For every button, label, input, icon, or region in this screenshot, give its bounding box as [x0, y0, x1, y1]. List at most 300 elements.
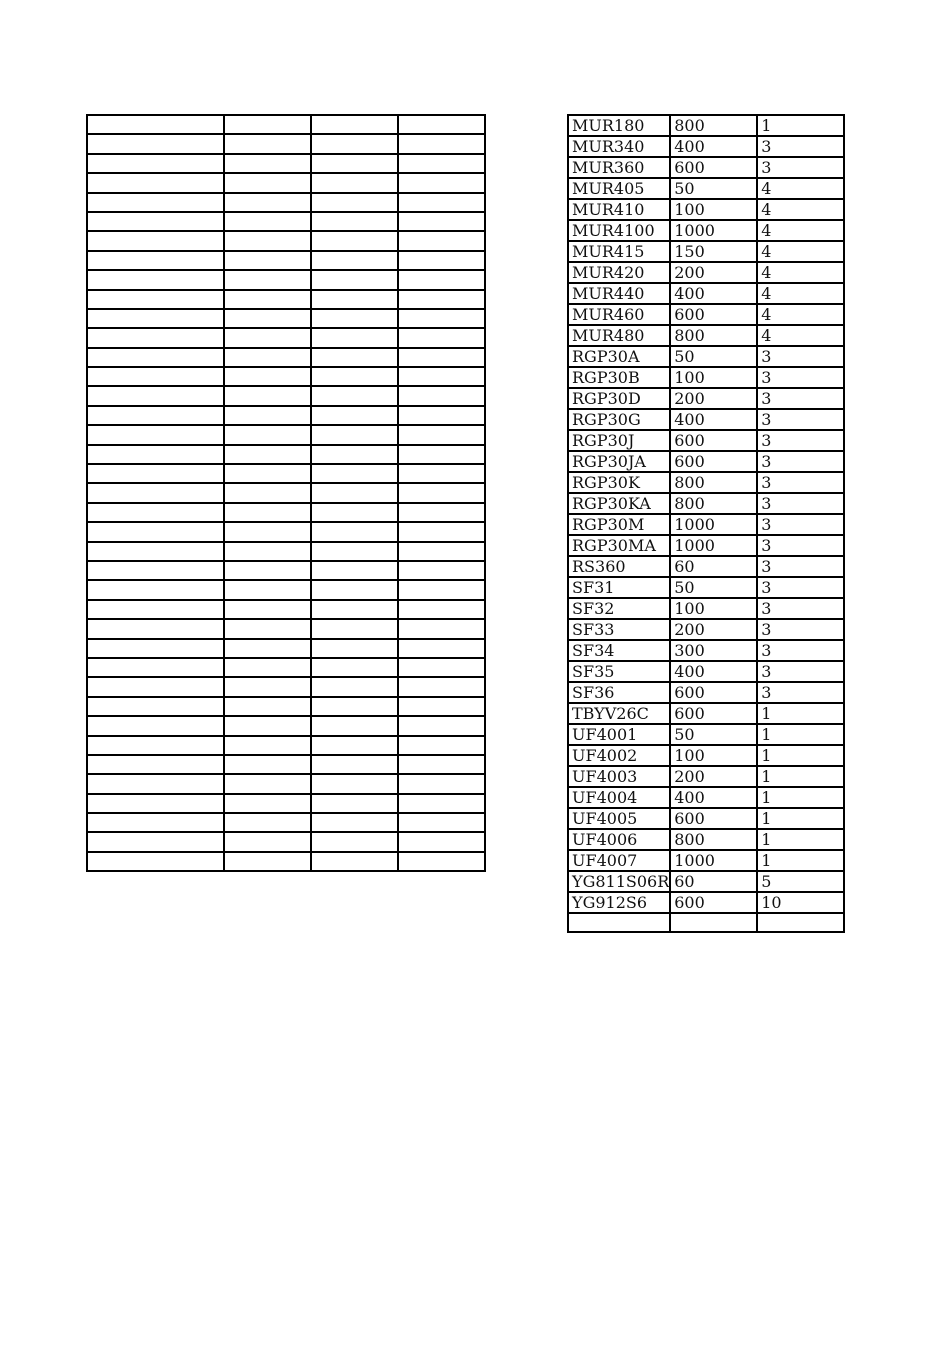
part-number-cell[interactable]: RGP30G: [568, 409, 670, 430]
empty-cell[interactable]: [311, 716, 398, 735]
current-cell[interactable]: 3: [757, 136, 844, 157]
voltage-cell[interactable]: 600: [670, 451, 757, 472]
empty-cell[interactable]: [398, 755, 485, 774]
current-cell[interactable]: 4: [757, 304, 844, 325]
empty-cell[interactable]: [311, 755, 398, 774]
table-row: [568, 199, 844, 220]
table-row: [87, 290, 485, 309]
empty-cell[interactable]: [224, 522, 311, 541]
table-row: [87, 619, 485, 638]
table-row: [568, 577, 844, 598]
part-number-cell[interactable]: SF32: [568, 598, 670, 619]
voltage-cell[interactable]: 100: [670, 598, 757, 619]
empty-cell[interactable]: [224, 445, 311, 464]
empty-cell[interactable]: [311, 367, 398, 386]
empty-cell[interactable]: [87, 697, 224, 716]
part-number-cell[interactable]: SF33: [568, 619, 670, 640]
empty-cell[interactable]: [224, 309, 311, 328]
voltage-cell[interactable]: 50: [670, 724, 757, 745]
part-number-cell[interactable]: SF36: [568, 682, 670, 703]
empty-cell[interactable]: [311, 425, 398, 444]
empty-cell[interactable]: [224, 619, 311, 638]
current-cell[interactable]: 3: [757, 493, 844, 514]
table-row: [568, 304, 844, 325]
empty-cell[interactable]: [311, 348, 398, 367]
empty-cell[interactable]: [398, 386, 485, 405]
voltage-cell[interactable]: 100: [670, 367, 757, 388]
empty-cell[interactable]: [398, 309, 485, 328]
part-number-cell[interactable]: MUR340: [568, 136, 670, 157]
empty-cell[interactable]: [224, 542, 311, 561]
current-cell[interactable]: 1: [757, 703, 844, 724]
empty-cell[interactable]: [87, 328, 224, 347]
current-cell[interactable]: 3: [757, 577, 844, 598]
voltage-cell[interactable]: 50: [670, 577, 757, 598]
current-cell[interactable]: 3: [757, 682, 844, 703]
empty-cell[interactable]: [398, 600, 485, 619]
current-cell[interactable]: 3: [757, 451, 844, 472]
current-cell[interactable]: 4: [757, 262, 844, 283]
empty-cell[interactable]: [398, 348, 485, 367]
voltage-cell[interactable]: 800: [670, 829, 757, 850]
voltage-cell[interactable]: 400: [670, 283, 757, 304]
empty-cell[interactable]: [224, 736, 311, 755]
empty-cell[interactable]: [224, 483, 311, 502]
part-number-cell[interactable]: RGP30MA: [568, 535, 670, 556]
voltage-cell[interactable]: 800: [670, 472, 757, 493]
part-number-cell[interactable]: MUR180: [568, 115, 670, 136]
empty-cell[interactable]: [224, 677, 311, 696]
empty-cell[interactable]: [224, 852, 311, 871]
empty-cell[interactable]: [87, 736, 224, 755]
part-number-cell[interactable]: YG811S06R: [568, 871, 670, 892]
empty-cell[interactable]: [87, 658, 224, 677]
empty-cell[interactable]: [224, 231, 311, 250]
empty-cell[interactable]: [311, 483, 398, 502]
empty-cell[interactable]: [398, 852, 485, 871]
empty-cell[interactable]: [87, 561, 224, 580]
empty-cell[interactable]: [398, 290, 485, 309]
empty-cell[interactable]: [398, 503, 485, 522]
empty-cell[interactable]: [398, 193, 485, 212]
empty-cell[interactable]: [311, 852, 398, 871]
part-number-cell[interactable]: MUR480: [568, 325, 670, 346]
empty-cell[interactable]: [398, 697, 485, 716]
voltage-cell[interactable]: 300: [670, 640, 757, 661]
empty-cell[interactable]: [311, 290, 398, 309]
current-cell[interactable]: 1: [757, 766, 844, 787]
empty-cell[interactable]: [224, 348, 311, 367]
voltage-cell[interactable]: 50: [670, 346, 757, 367]
current-cell[interactable]: 3: [757, 388, 844, 409]
empty-cell[interactable]: [224, 134, 311, 153]
empty-cell[interactable]: [87, 406, 224, 425]
voltage-cell[interactable]: 100: [670, 199, 757, 220]
empty-cell[interactable]: [311, 542, 398, 561]
table-row: [568, 724, 844, 745]
part-number-cell[interactable]: SF34: [568, 640, 670, 661]
empty-cell[interactable]: [87, 580, 224, 599]
empty-cell[interactable]: [87, 852, 224, 871]
empty-cell[interactable]: [398, 406, 485, 425]
current-cell[interactable]: 1: [757, 850, 844, 871]
empty-cell[interactable]: [224, 367, 311, 386]
voltage-cell[interactable]: 400: [670, 661, 757, 682]
empty-cell[interactable]: [224, 193, 311, 212]
current-cell[interactable]: 3: [757, 556, 844, 577]
empty-cell[interactable]: [87, 503, 224, 522]
part-number-cell[interactable]: UF4002: [568, 745, 670, 766]
voltage-cell[interactable]: 600: [670, 304, 757, 325]
empty-cell[interactable]: [87, 755, 224, 774]
empty-cell[interactable]: [87, 134, 224, 153]
current-cell[interactable]: 1: [757, 787, 844, 808]
empty-cell[interactable]: [224, 561, 311, 580]
voltage-cell[interactable]: 100: [670, 745, 757, 766]
empty-cell[interactable]: [311, 193, 398, 212]
part-number-cell[interactable]: YG912S6: [568, 892, 670, 913]
empty-cell[interactable]: [224, 425, 311, 444]
part-number-cell[interactable]: RGP30KA: [568, 493, 670, 514]
table-row: [87, 755, 485, 774]
part-spec-table: [567, 114, 845, 933]
empty-cell[interactable]: [311, 619, 398, 638]
table-row: [87, 464, 485, 483]
current-cell[interactable]: 4: [757, 178, 844, 199]
part-number-cell[interactable]: UF4005: [568, 808, 670, 829]
current-cell[interactable]: 3: [757, 619, 844, 640]
table-row: [568, 892, 844, 913]
current-cell[interactable]: 4: [757, 325, 844, 346]
empty-cell[interactable]: [87, 425, 224, 444]
empty-cell[interactable]: [311, 736, 398, 755]
empty-cell[interactable]: [398, 115, 485, 134]
current-cell[interactable]: 1: [757, 829, 844, 850]
current-cell[interactable]: 3: [757, 640, 844, 661]
empty-cell[interactable]: [398, 445, 485, 464]
current-cell[interactable]: 1: [757, 808, 844, 829]
empty-cell[interactable]: [87, 270, 224, 289]
voltage-cell[interactable]: 60: [670, 871, 757, 892]
part-number-cell[interactable]: RS360: [568, 556, 670, 577]
empty-cell[interactable]: [398, 832, 485, 851]
empty-cell[interactable]: [87, 212, 224, 231]
empty-cell[interactable]: [87, 813, 224, 832]
part-number-cell[interactable]: RGP30D: [568, 388, 670, 409]
empty-cell[interactable]: [311, 251, 398, 270]
empty-cell[interactable]: [398, 154, 485, 173]
empty-cell[interactable]: [311, 580, 398, 599]
part-number-cell[interactable]: UF4004: [568, 787, 670, 808]
table-row: [87, 542, 485, 561]
part-number-cell[interactable]: [568, 913, 670, 932]
empty-cell[interactable]: [224, 697, 311, 716]
empty-cell[interactable]: [311, 677, 398, 696]
empty-cell[interactable]: [398, 270, 485, 289]
empty-cell[interactable]: [311, 600, 398, 619]
table-row: [568, 283, 844, 304]
table-row: [87, 697, 485, 716]
empty-cell[interactable]: [398, 425, 485, 444]
voltage-cell[interactable]: 1000: [670, 535, 757, 556]
part-number-cell[interactable]: MUR4100: [568, 220, 670, 241]
current-cell[interactable]: 3: [757, 535, 844, 556]
empty-cell[interactable]: [87, 386, 224, 405]
part-number-cell[interactable]: RGP30B: [568, 367, 670, 388]
part-number-cell[interactable]: MUR415: [568, 241, 670, 262]
empty-cell[interactable]: [398, 580, 485, 599]
table-row: [87, 445, 485, 464]
empty-cell[interactable]: [398, 251, 485, 270]
empty-cell[interactable]: [87, 367, 224, 386]
empty-cell[interactable]: [87, 115, 224, 134]
part-number-cell[interactable]: UF4001: [568, 724, 670, 745]
part-number-cell[interactable]: MUR440: [568, 283, 670, 304]
empty-cell[interactable]: [311, 134, 398, 153]
empty-cell[interactable]: [87, 774, 224, 793]
empty-cell[interactable]: [311, 522, 398, 541]
voltage-cell[interactable]: 600: [670, 682, 757, 703]
empty-cell[interactable]: [224, 794, 311, 813]
empty-cell[interactable]: [224, 639, 311, 658]
empty-cell[interactable]: [398, 231, 485, 250]
voltage-cell[interactable]: 1000: [670, 220, 757, 241]
table-row: [87, 503, 485, 522]
empty-cell[interactable]: [398, 464, 485, 483]
voltage-cell[interactable]: 600: [670, 703, 757, 724]
empty-cell[interactable]: [224, 813, 311, 832]
empty-cell[interactable]: [224, 755, 311, 774]
empty-cell[interactable]: [87, 832, 224, 851]
part-number-cell[interactable]: MUR405: [568, 178, 670, 199]
empty-cell[interactable]: [87, 173, 224, 192]
current-cell[interactable]: 3: [757, 598, 844, 619]
table-row: [87, 736, 485, 755]
current-cell[interactable]: 10: [757, 892, 844, 913]
empty-cell[interactable]: [224, 212, 311, 231]
empty-cell[interactable]: [87, 794, 224, 813]
empty-cell[interactable]: [398, 367, 485, 386]
empty-cell[interactable]: [311, 658, 398, 677]
part-number-cell[interactable]: MUR360: [568, 157, 670, 178]
empty-cell[interactable]: [311, 173, 398, 192]
part-number-cell[interactable]: UF4006: [568, 829, 670, 850]
voltage-cell[interactable]: 60: [670, 556, 757, 577]
empty-cell[interactable]: [398, 134, 485, 153]
voltage-cell[interactable]: 800: [670, 493, 757, 514]
part-spec-table-body: [568, 115, 844, 932]
empty-cell[interactable]: [311, 212, 398, 231]
empty-cell[interactable]: [398, 619, 485, 638]
voltage-cell[interactable]: 200: [670, 262, 757, 283]
current-cell[interactable]: 3: [757, 661, 844, 682]
empty-cell[interactable]: [87, 483, 224, 502]
empty-cell[interactable]: [311, 774, 398, 793]
voltage-cell[interactable]: 200: [670, 619, 757, 640]
current-cell[interactable]: 1: [757, 115, 844, 136]
empty-cell[interactable]: [224, 503, 311, 522]
part-number-cell[interactable]: TBYV26C: [568, 703, 670, 724]
empty-cell[interactable]: [398, 774, 485, 793]
voltage-cell[interactable]: 1000: [670, 514, 757, 535]
empty-cell[interactable]: [87, 542, 224, 561]
table-row: [568, 493, 844, 514]
empty-cell[interactable]: [398, 483, 485, 502]
empty-cell[interactable]: [224, 580, 311, 599]
voltage-cell[interactable]: 400: [670, 409, 757, 430]
part-number-cell[interactable]: RGP30J: [568, 430, 670, 451]
empty-cell[interactable]: [87, 464, 224, 483]
voltage-cell[interactable]: [670, 913, 757, 932]
table-row: [87, 406, 485, 425]
empty-cell[interactable]: [311, 328, 398, 347]
empty-cell[interactable]: [311, 270, 398, 289]
voltage-cell[interactable]: 600: [670, 808, 757, 829]
voltage-cell[interactable]: 800: [670, 325, 757, 346]
table-row: [87, 134, 485, 153]
part-number-cell[interactable]: MUR460: [568, 304, 670, 325]
empty-cell[interactable]: [311, 386, 398, 405]
empty-cell[interactable]: [224, 600, 311, 619]
part-number-cell[interactable]: SF35: [568, 661, 670, 682]
empty-cell[interactable]: [87, 348, 224, 367]
part-number-cell[interactable]: RGP30M: [568, 514, 670, 535]
empty-cell[interactable]: [311, 464, 398, 483]
empty-cell[interactable]: [311, 503, 398, 522]
empty-cell[interactable]: [224, 328, 311, 347]
empty-cell[interactable]: [311, 639, 398, 658]
empty-cell[interactable]: [224, 464, 311, 483]
voltage-cell[interactable]: 200: [670, 766, 757, 787]
empty-cell[interactable]: [398, 212, 485, 231]
empty-cell[interactable]: [398, 173, 485, 192]
empty-cell[interactable]: [87, 231, 224, 250]
empty-cell[interactable]: [311, 115, 398, 134]
current-cell[interactable]: [757, 913, 844, 932]
part-number-cell[interactable]: RGP30JA: [568, 451, 670, 472]
empty-cell[interactable]: [398, 522, 485, 541]
empty-cell[interactable]: [87, 522, 224, 541]
current-cell[interactable]: 4: [757, 199, 844, 220]
empty-cell[interactable]: [87, 619, 224, 638]
table-row: [568, 409, 844, 430]
current-cell[interactable]: 3: [757, 472, 844, 493]
empty-cell[interactable]: [87, 309, 224, 328]
empty-cell[interactable]: [398, 639, 485, 658]
empty-cell[interactable]: [224, 774, 311, 793]
empty-cell[interactable]: [311, 406, 398, 425]
part-number-cell[interactable]: MUR410: [568, 199, 670, 220]
empty-cell[interactable]: [398, 561, 485, 580]
table-row: [87, 639, 485, 658]
empty-cell[interactable]: [311, 813, 398, 832]
empty-cell[interactable]: [87, 251, 224, 270]
table-row: [568, 157, 844, 178]
voltage-cell[interactable]: 600: [670, 892, 757, 913]
empty-cell[interactable]: [224, 386, 311, 405]
current-cell[interactable]: 3: [757, 157, 844, 178]
empty-cell[interactable]: [87, 290, 224, 309]
voltage-cell[interactable]: 400: [670, 136, 757, 157]
empty-cell[interactable]: [224, 716, 311, 735]
empty-cell[interactable]: [224, 658, 311, 677]
empty-cell[interactable]: [311, 154, 398, 173]
empty-cell[interactable]: [224, 154, 311, 173]
empty-cell[interactable]: [398, 736, 485, 755]
empty-cell[interactable]: [224, 115, 311, 134]
current-cell[interactable]: 4: [757, 220, 844, 241]
empty-cell[interactable]: [311, 794, 398, 813]
empty-cell[interactable]: [87, 600, 224, 619]
part-number-cell[interactable]: UF4003: [568, 766, 670, 787]
voltage-cell[interactable]: 50: [670, 178, 757, 199]
empty-cell[interactable]: [87, 716, 224, 735]
voltage-cell[interactable]: 600: [670, 430, 757, 451]
part-number-cell[interactable]: RGP30A: [568, 346, 670, 367]
empty-cell[interactable]: [398, 716, 485, 735]
empty-cell[interactable]: [311, 697, 398, 716]
current-cell[interactable]: 3: [757, 346, 844, 367]
empty-cell[interactable]: [311, 231, 398, 250]
empty-cell[interactable]: [398, 794, 485, 813]
part-number-cell[interactable]: SF31: [568, 577, 670, 598]
empty-cell[interactable]: [87, 193, 224, 212]
empty-cell[interactable]: [311, 309, 398, 328]
empty-cell[interactable]: [224, 173, 311, 192]
empty-cell[interactable]: [224, 406, 311, 425]
voltage-cell[interactable]: 600: [670, 157, 757, 178]
empty-cell[interactable]: [224, 832, 311, 851]
empty-cell[interactable]: [311, 561, 398, 580]
empty-cell[interactable]: [398, 542, 485, 561]
current-cell[interactable]: 3: [757, 409, 844, 430]
empty-cell[interactable]: [224, 290, 311, 309]
current-cell[interactable]: 1: [757, 745, 844, 766]
current-cell[interactable]: 1: [757, 724, 844, 745]
empty-cell[interactable]: [311, 445, 398, 464]
table-row: [87, 677, 485, 696]
part-number-cell[interactable]: MUR420: [568, 262, 670, 283]
current-cell[interactable]: 3: [757, 367, 844, 388]
table-row: [568, 430, 844, 451]
empty-cell[interactable]: [224, 251, 311, 270]
current-cell[interactable]: 3: [757, 430, 844, 451]
voltage-cell[interactable]: 800: [670, 115, 757, 136]
empty-cell[interactable]: [87, 639, 224, 658]
empty-cell[interactable]: [398, 328, 485, 347]
table-row: [568, 682, 844, 703]
voltage-cell[interactable]: 400: [670, 787, 757, 808]
empty-cell[interactable]: [87, 677, 224, 696]
part-number-cell[interactable]: RGP30K: [568, 472, 670, 493]
empty-cell[interactable]: [398, 813, 485, 832]
empty-cell[interactable]: [398, 658, 485, 677]
empty-cell[interactable]: [311, 832, 398, 851]
empty-cell[interactable]: [87, 154, 224, 173]
current-cell[interactable]: 5: [757, 871, 844, 892]
table-row: [568, 829, 844, 850]
voltage-cell[interactable]: 200: [670, 388, 757, 409]
part-number-cell[interactable]: UF4007: [568, 850, 670, 871]
empty-cell[interactable]: [87, 445, 224, 464]
voltage-cell[interactable]: 150: [670, 241, 757, 262]
current-cell[interactable]: 4: [757, 283, 844, 304]
current-cell[interactable]: 3: [757, 514, 844, 535]
current-cell[interactable]: 4: [757, 241, 844, 262]
voltage-cell[interactable]: 1000: [670, 850, 757, 871]
empty-cell[interactable]: [224, 270, 311, 289]
empty-cell[interactable]: [398, 677, 485, 696]
